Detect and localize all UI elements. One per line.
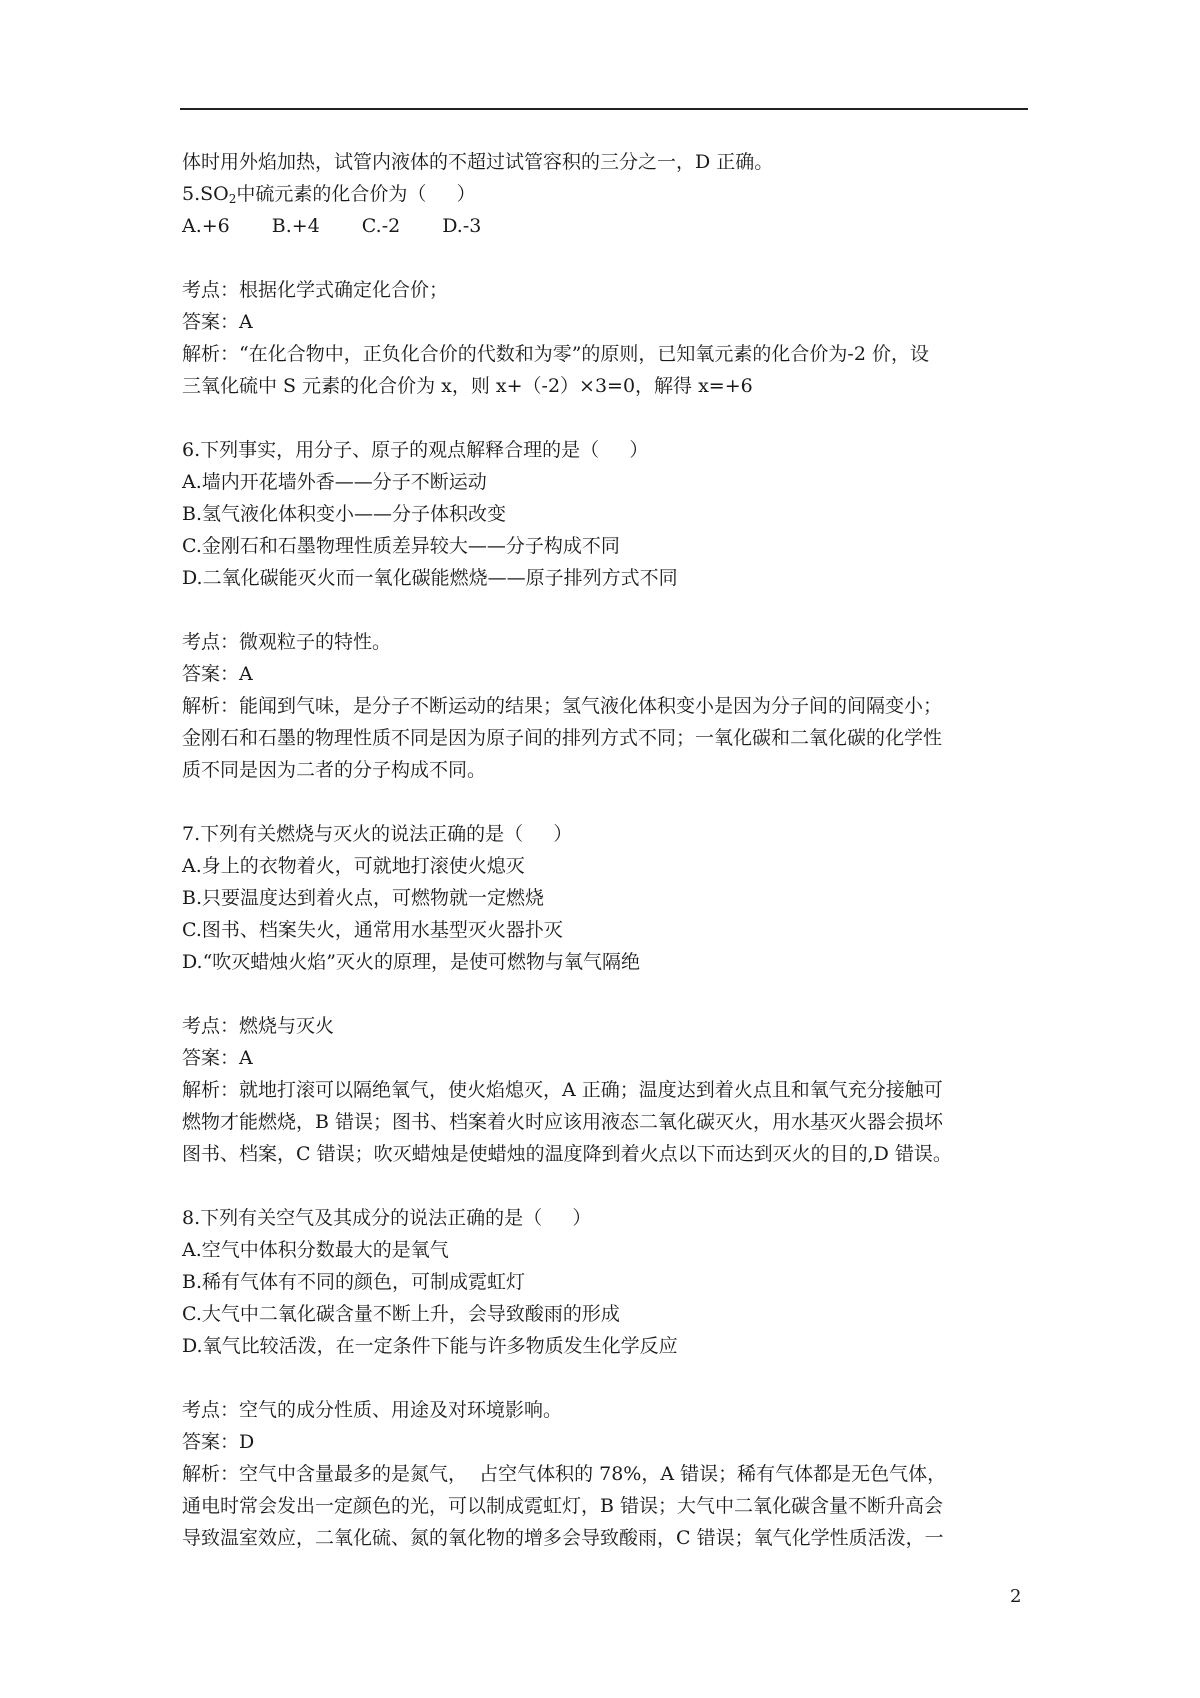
q6-stem: 6.下列事实，用分子、原子的观点解释合理的是（ ） — [182, 439, 649, 461]
intro-line: 体时用外焰加热，试管内液体的不超过试管容积的三分之一，D 正确。 — [182, 151, 774, 173]
q5-analysis-line-2: 三氧化硫中 S 元素的化合价为 x，则 x+（-2）×3=0，解得 x=+6 — [182, 375, 753, 397]
q5-option-b: B.+4 — [271, 215, 320, 237]
q5-option-d: D.-3 — [442, 215, 482, 237]
q7-option-d: D.“吹灭蜡烛火焰”灭火的原理，是使可燃物与氧气隔绝 — [182, 951, 641, 973]
q5-stem — [182, 178, 1032, 210]
q8-kaodian: 考点：空气的成分性质、用途及对环境影响。 — [182, 1399, 563, 1421]
q6-kaodian: 考点：微观粒子的特性。 — [182, 631, 392, 653]
q7-analysis-line-3: 图书、档案，C 错误；吹灭蜡烛是使蜡烛的温度降到着火点以下而达到灭火的目的,D 错误。 — [182, 1143, 952, 1165]
q5-options — [182, 210, 1032, 242]
q6-answer: 答案：A — [182, 663, 253, 685]
q5-stem-prefix: 5.SO — [182, 183, 229, 205]
q7-stem: 7.下列有关燃烧与灭火的说法正确的是（ ） — [182, 823, 573, 845]
header-rule — [180, 108, 1028, 110]
q7-option-b: B.只要温度达到着火点，可燃物就一定燃烧 — [182, 887, 545, 909]
q8-analysis-line-3: 导致温室效应，二氧化硫、氮的氧化物的增多会导致酸雨，C 错误；氧气化学性质活泼，一 — [182, 1527, 944, 1549]
q6-option-d: D.二氧化碳能灭火而一氧化碳能燃烧——原子排列方式不同 — [182, 567, 678, 589]
q8-option-a: A.空气中体积分数最大的是氧气 — [182, 1239, 449, 1261]
q7-analysis-line-2: 燃物才能燃烧，B 错误；图书、档案着火时应该用液态二氧化碳灭火，用水基灭火器会损坏 — [182, 1111, 944, 1133]
q6-analysis-line-1: 解析：能闻到气味，是分子不断运动的结果；氢气液化体积变小是因为分子间的间隔变小； — [182, 695, 943, 717]
q5-stem-suffix: 中硫元素的化合价为（ ） — [236, 183, 476, 205]
q5-option-a: A.+6 — [182, 215, 230, 237]
q7-analysis-line-1: 解析：就地打滚可以隔绝氧气，使火焰熄灭，A 正确；温度达到着火点且和氧气充分接触可 — [182, 1079, 943, 1101]
q6-option-c: C.金刚石和石墨物理性质差异较大——分子构成不同 — [182, 535, 620, 557]
q5-stem-subscript: 2 — [228, 192, 237, 206]
q7-answer: 答案：A — [182, 1047, 253, 1069]
q5-kaodian: 考点：根据化学式确定化合价； — [182, 279, 449, 301]
document-body — [182, 146, 1032, 1554]
q6-option-a: A.墙内开花墙外香——分子不断运动 — [182, 471, 487, 493]
q7-option-c: C.图书、档案失火，通常用水基型灭火器扑灭 — [182, 919, 563, 941]
q5-analysis-line-1: 解析：“在化合物中，正负化合价的代数和为零”的原则，已知氧元素的化合价为-2 价，设 — [182, 343, 929, 365]
q6-analysis-line-3: 质不同是因为二者的分子构成不同。 — [182, 759, 487, 781]
q8-stem: 8.下列有关空气及其成分的说法正确的是（ ） — [182, 1207, 592, 1229]
q8-option-b: B.稀有气体有不同的颜色，可制成霓虹灯 — [182, 1271, 526, 1293]
q5-option-c: C.-2 — [361, 215, 401, 237]
q8-option-c: C.大气中二氧化碳含量不断上升，会导致酸雨的形成 — [182, 1303, 620, 1325]
q7-kaodian: 考点：燃烧与灭火 — [182, 1015, 335, 1037]
page-number: 2 — [1010, 1586, 1022, 1607]
q7-option-a: A.身上的衣物着火，可就地打滚使火熄灭 — [182, 855, 525, 877]
q6-option-b: B.氢气液化体积变小——分子体积改变 — [182, 503, 507, 525]
q8-answer: 答案：D — [182, 1431, 255, 1453]
q6-analysis-line-2: 金刚石和石墨的物理性质不同是因为原子间的排列方式不同；一氧化碳和二氧化碳的化学性 — [182, 727, 943, 749]
q5-answer: 答案：A — [182, 311, 253, 333]
q8-option-d: D.氧气比较活泼，在一定条件下能与许多物质发生化学反应 — [182, 1335, 678, 1357]
q8-analysis-line-1: 解析：空气中含量最多的是氮气， 占空气体积的 78%，A 错误；稀有气体都是无色气体， — [182, 1463, 947, 1485]
q8-analysis-line-2: 通电时常会发出一定颜色的光，可以制成霓虹灯，B 错误；大气中二氧化碳含量不断升高会 — [182, 1495, 944, 1517]
